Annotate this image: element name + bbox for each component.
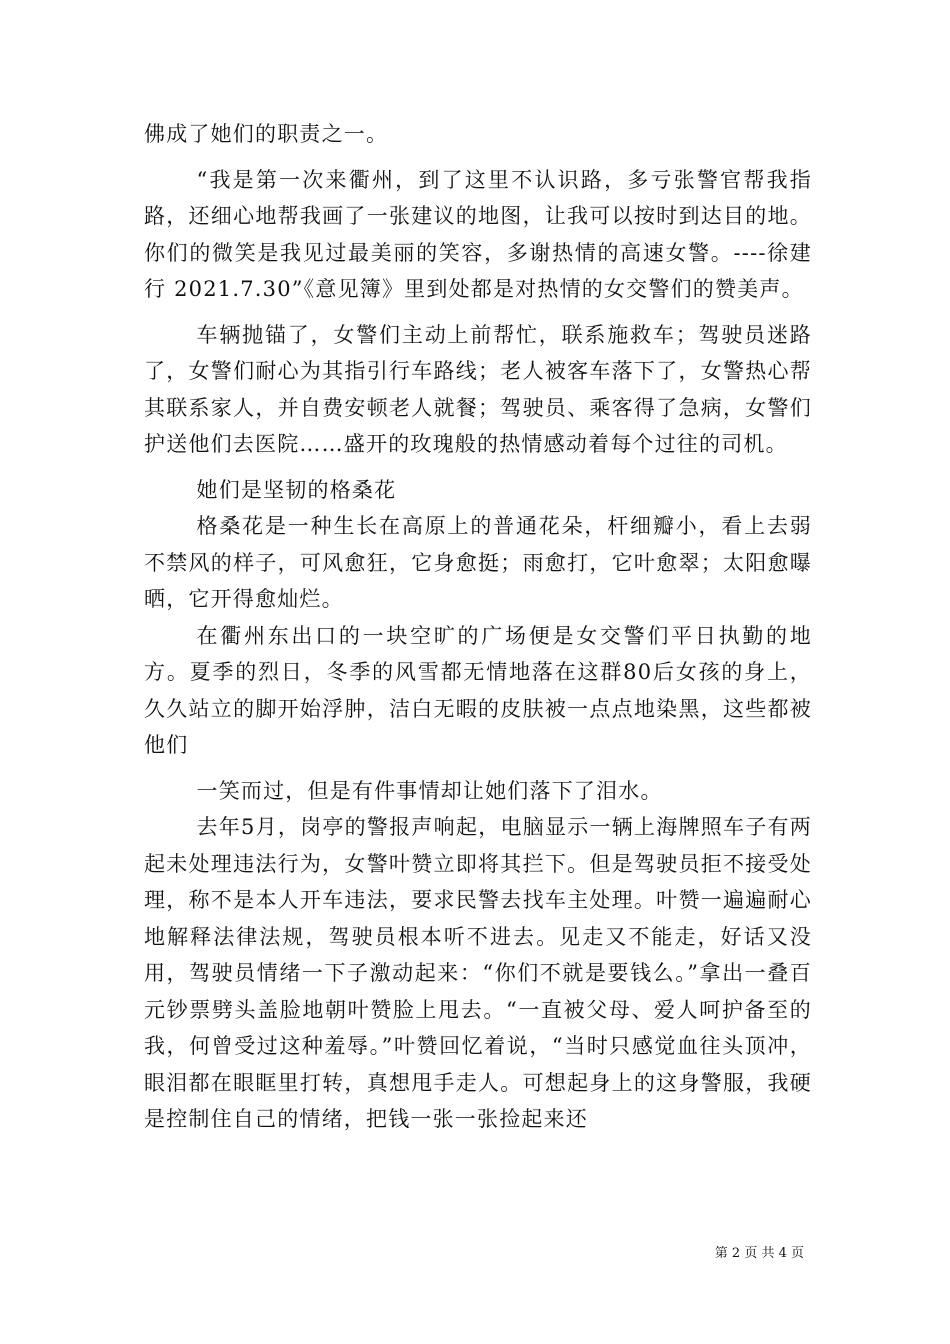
paragraph-incident-story: 去年5月，岗亭的警报声响起，电脑显示一辆上海牌照车子有两起未处理违法行为，女警叶赞立即将其拦下。但是驾驶员拒不接受处理，称不是本人开车违法，要求民警去找车主处理。叶赞一遍遍耐心地解释法律法规，驾驶员根本听不进去。见走又不能走，好话又没用，驾驶员情绪一下子激动起来：“你们不就是要钱么。”拿出一叠百元钞票劈头盖脸地朝叶赞脸上甩去。“一直被父母、爱人呵护备至的我，何曾受过这种羞辱。”叶赞回忆着说，“当时只感觉血往头顶冲，眼泪都在眼眶里打转，真想甩手走人。可想起身上的这身警服，我硬是控制住自己的情绪，把钱一张一张捡起来还 <box>144 815 812 1131</box>
paragraph-guestbook-quote: “我是第一次来衢州，到了这里不认识路，多亏张警官帮我指路，还细心地帮我画了一张建议的地图，让我可以按时到达目的地。你们的微笑是我见过最美丽的笑容，多谢热情的高速女警。----徐建行 2021.7.30”《意见簿》里到处都是对热情的女交警们的赞美声。 <box>144 167 812 301</box>
page-number-footer: 第 2 页 共 4 页 <box>714 1246 804 1261</box>
paragraph-smile-and-tears: 一笑而过，但是有件事情却让她们落下了泪水。 <box>196 778 663 803</box>
document-body <box>144 116 812 1138</box>
paragraph-gesang-flower: 格桑花是一种生长在高原上的普通花朵，杆细瓣小，看上去弱不禁风的样子，可风愈狂，它身愈挺；雨愈打，它叶愈翠；太阳愈曝晒，它开得愈灿烂。 <box>144 514 812 611</box>
paragraph-duty-square: 在衢州东出口的一块空旷的广场便是女交警们平日执勤的地方。夏季的烈日，冬季的风雪都无情地落在这群80后女孩的身上，久久站立的脚开始浮肿，洁白无暇的皮肤被一点点地染黑，这些都被他们 <box>144 623 812 757</box>
paragraph-helping-drivers: 车辆抛锚了，女警们主动上前帮忙，联系施救车；驾驶员迷路了，女警们耐心为其指引行车路线；老人被客车落下了，女警热心帮其联系家人，并自费安顿老人就餐；驾驶员、乘客得了急病，女警们护送他们去医院……盛开的玫瑰般的热情感动着每个过往的司机。 <box>144 322 812 456</box>
paragraph-continuation: 佛成了她们的职责之一。 <box>144 122 389 146</box>
section-heading-gesang-flower: 她们是坚韧的格桑花 <box>196 477 397 502</box>
